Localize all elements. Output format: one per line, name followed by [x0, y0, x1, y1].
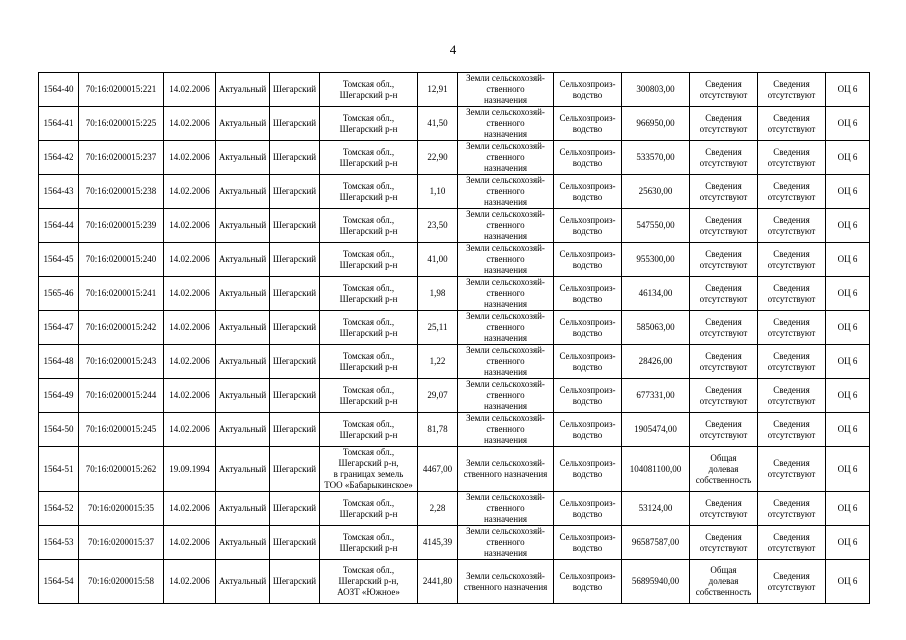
address-cell: Томская обл., Шегарский р-н: [320, 107, 418, 141]
cadastral-cost-cell: 53124,00: [622, 492, 690, 526]
address-cell: Томская обл., Шегарский р-н: [320, 492, 418, 526]
cadastral-cost-cell: 533570,00: [622, 141, 690, 175]
encumbrance-cell: Сведения отсутствуют: [758, 526, 826, 560]
permitted-use-cell: Сельхозпроиз- водство: [554, 413, 622, 447]
land-category-cell: Земли сельскохозяй- ственного назначения: [458, 141, 554, 175]
record-number-cell: 1564-45: [39, 243, 79, 277]
address-cell: Томская обл., Шегарский р-н: [320, 379, 418, 413]
valuation-code-cell: ОЦ 6: [826, 243, 870, 277]
permitted-use-cell: Сельхозпроиз- водство: [554, 141, 622, 175]
registration-date-cell: 14.02.2006: [164, 413, 216, 447]
registration-date-cell: 14.02.2006: [164, 107, 216, 141]
registration-date-cell: 14.02.2006: [164, 73, 216, 107]
permitted-use-cell: Сельхозпроиз- водство: [554, 492, 622, 526]
status-cell: Актуальный: [216, 107, 270, 141]
cadastral-number-cell: 70:16:0200015:35: [79, 492, 164, 526]
table-row: [39, 447, 870, 492]
record-number-cell: 1564-44: [39, 209, 79, 243]
land-category-cell: Земли сельскохозяй- ственного назначения: [458, 492, 554, 526]
land-category-cell: Земли сельскохозяй- ственного назначения: [458, 379, 554, 413]
area-cell: 2,28: [418, 492, 458, 526]
permitted-use-cell: Сельхозпроиз- водство: [554, 526, 622, 560]
permitted-use-cell: Сельхозпроиз- водство: [554, 311, 622, 345]
rights-cell: Сведения отсутствуют: [690, 73, 758, 107]
area-cell: 12,91: [418, 73, 458, 107]
rights-cell: Сведения отсутствуют: [690, 311, 758, 345]
district-cell: Шегарский: [270, 345, 320, 379]
record-number-cell: 1564-42: [39, 141, 79, 175]
record-number-cell: 1564-48: [39, 345, 79, 379]
rights-cell: Сведения отсутствуют: [690, 175, 758, 209]
table-row: [39, 141, 870, 175]
status-cell: Актуальный: [216, 560, 270, 604]
district-cell: Шегарский: [270, 413, 320, 447]
table-row: [39, 209, 870, 243]
valuation-code-cell: ОЦ 6: [826, 277, 870, 311]
area-cell: 25,11: [418, 311, 458, 345]
valuation-code-cell: ОЦ 6: [826, 560, 870, 604]
address-cell: Томская обл., Шегарский р-н: [320, 209, 418, 243]
encumbrance-cell: Сведения отсутствуют: [758, 175, 826, 209]
valuation-code-cell: ОЦ 6: [826, 379, 870, 413]
area-cell: 4145,39: [418, 526, 458, 560]
rights-cell: Сведения отсутствуют: [690, 243, 758, 277]
district-cell: Шегарский: [270, 277, 320, 311]
cadastral-number-cell: 70:16:0200015:238: [79, 175, 164, 209]
land-category-cell: Земли сельскохозяй- ственного назначения: [458, 243, 554, 277]
district-cell: Шегарский: [270, 107, 320, 141]
encumbrance-cell: Сведения отсутствуют: [758, 345, 826, 379]
rights-cell: Сведения отсутствуют: [690, 277, 758, 311]
table-row: [39, 413, 870, 447]
permitted-use-cell: Сельхозпроиз- водство: [554, 379, 622, 413]
table-row: [39, 526, 870, 560]
land-category-cell: Земли сельскохозяй- ственного назначения: [458, 560, 554, 604]
status-cell: Актуальный: [216, 277, 270, 311]
cadastral-cost-cell: 300803,00: [622, 73, 690, 107]
cadastral-cost-cell: 96587587,00: [622, 526, 690, 560]
address-cell: Томская обл., Шегарский р-н: [320, 413, 418, 447]
cadastral-number-cell: 70:16:0200015:239: [79, 209, 164, 243]
cadastral-number-cell: 70:16:0200015:262: [79, 447, 164, 492]
registration-date-cell: 14.02.2006: [164, 141, 216, 175]
address-cell: Томская обл., Шегарский р-н: [320, 175, 418, 209]
cadastral-number-cell: 70:16:0200015:37: [79, 526, 164, 560]
valuation-code-cell: ОЦ 6: [826, 311, 870, 345]
area-cell: 1,22: [418, 345, 458, 379]
registration-date-cell: 14.02.2006: [164, 526, 216, 560]
area-cell: 23,50: [418, 209, 458, 243]
status-cell: Актуальный: [216, 175, 270, 209]
encumbrance-cell: Сведения отсутствуют: [758, 413, 826, 447]
address-cell: Томская обл., Шегарский р-н, в границах земель ТОО «Бабарыкинское»: [320, 447, 418, 492]
cadastral-cost-cell: 585063,00: [622, 311, 690, 345]
encumbrance-cell: Сведения отсутствуют: [758, 379, 826, 413]
rights-cell: Сведения отсутствуют: [690, 492, 758, 526]
valuation-code-cell: ОЦ 6: [826, 141, 870, 175]
valuation-code-cell: ОЦ 6: [826, 345, 870, 379]
status-cell: Актуальный: [216, 345, 270, 379]
valuation-code-cell: ОЦ 6: [826, 175, 870, 209]
encumbrance-cell: Сведения отсутствуют: [758, 141, 826, 175]
area-cell: 2441,80: [418, 560, 458, 604]
registration-date-cell: 14.02.2006: [164, 277, 216, 311]
valuation-code-cell: ОЦ 6: [826, 73, 870, 107]
address-cell: Томская обл., Шегарский р-н: [320, 311, 418, 345]
status-cell: Актуальный: [216, 141, 270, 175]
cadastral-number-cell: 70:16:0200015:242: [79, 311, 164, 345]
record-number-cell: 1565-46: [39, 277, 79, 311]
rights-cell: Сведения отсутствуют: [690, 413, 758, 447]
valuation-code-cell: ОЦ 6: [826, 447, 870, 492]
status-cell: Актуальный: [216, 209, 270, 243]
record-number-cell: 1564-53: [39, 526, 79, 560]
permitted-use-cell: Сельхозпроиз- водство: [554, 560, 622, 604]
status-cell: Актуальный: [216, 73, 270, 107]
status-cell: Актуальный: [216, 447, 270, 492]
record-number-cell: 1564-54: [39, 560, 79, 604]
district-cell: Шегарский: [270, 447, 320, 492]
record-number-cell: 1564-47: [39, 311, 79, 345]
encumbrance-cell: Сведения отсутствуют: [758, 209, 826, 243]
rights-cell: Сведения отсутствуют: [690, 209, 758, 243]
registration-date-cell: 14.02.2006: [164, 379, 216, 413]
permitted-use-cell: Сельхозпроиз- водство: [554, 73, 622, 107]
registration-date-cell: 14.02.2006: [164, 243, 216, 277]
table-row: [39, 379, 870, 413]
rights-cell: Сведения отсутствуют: [690, 526, 758, 560]
record-number-cell: 1564-41: [39, 107, 79, 141]
cadastral-cost-cell: 547550,00: [622, 209, 690, 243]
cadastral-cost-cell: 955300,00: [622, 243, 690, 277]
district-cell: Шегарский: [270, 243, 320, 277]
registry-table-body: [39, 73, 870, 604]
cadastral-number-cell: 70:16:0200015:58: [79, 560, 164, 604]
cadastral-cost-cell: 1905474,00: [622, 413, 690, 447]
address-cell: Томская обл., Шегарский р-н: [320, 73, 418, 107]
table-row: [39, 492, 870, 526]
valuation-code-cell: ОЦ 6: [826, 209, 870, 243]
record-number-cell: 1564-51: [39, 447, 79, 492]
encumbrance-cell: Сведения отсутствуют: [758, 560, 826, 604]
registration-date-cell: 14.02.2006: [164, 560, 216, 604]
permitted-use-cell: Сельхозпроиз- водство: [554, 277, 622, 311]
registration-date-cell: 14.02.2006: [164, 175, 216, 209]
cadastral-number-cell: 70:16:0200015:245: [79, 413, 164, 447]
encumbrance-cell: Сведения отсутствуют: [758, 107, 826, 141]
permitted-use-cell: Сельхозпроиз- водство: [554, 209, 622, 243]
status-cell: Актуальный: [216, 413, 270, 447]
land-category-cell: Земли сельскохозяй- ственного назначения: [458, 277, 554, 311]
area-cell: 1,98: [418, 277, 458, 311]
address-cell: Томская обл., Шегарский р-н: [320, 526, 418, 560]
land-category-cell: Земли сельскохозяй- ственного назначения: [458, 311, 554, 345]
record-number-cell: 1564-43: [39, 175, 79, 209]
address-cell: Томская обл., Шегарский р-н: [320, 345, 418, 379]
cadastral-cost-cell: 104081100,00: [622, 447, 690, 492]
district-cell: Шегарский: [270, 209, 320, 243]
land-category-cell: Земли сельскохозяй- ственного назначения: [458, 73, 554, 107]
status-cell: Актуальный: [216, 526, 270, 560]
registration-date-cell: 14.02.2006: [164, 209, 216, 243]
record-number-cell: 1564-49: [39, 379, 79, 413]
cadastral-cost-cell: 677331,00: [622, 379, 690, 413]
cadastral-cost-cell: 966950,00: [622, 107, 690, 141]
valuation-code-cell: ОЦ 6: [826, 413, 870, 447]
table-row: [39, 560, 870, 604]
land-registry-table: [38, 72, 870, 604]
table-row: [39, 175, 870, 209]
rights-cell: Общая долевая собственность: [690, 560, 758, 604]
status-cell: Актуальный: [216, 492, 270, 526]
address-cell: Томская обл., Шегарский р-н: [320, 243, 418, 277]
area-cell: 29,07: [418, 379, 458, 413]
area-cell: 1,10: [418, 175, 458, 209]
district-cell: Шегарский: [270, 73, 320, 107]
encumbrance-cell: Сведения отсутствуют: [758, 277, 826, 311]
cadastral-cost-cell: 56895940,00: [622, 560, 690, 604]
district-cell: Шегарский: [270, 379, 320, 413]
cadastral-number-cell: 70:16:0200015:240: [79, 243, 164, 277]
district-cell: Шегарский: [270, 526, 320, 560]
table-row: [39, 311, 870, 345]
table-row: [39, 243, 870, 277]
district-cell: Шегарский: [270, 492, 320, 526]
valuation-code-cell: ОЦ 6: [826, 526, 870, 560]
land-category-cell: Земли сельскохозяй- ственного назначения: [458, 413, 554, 447]
rights-cell: Сведения отсутствуют: [690, 345, 758, 379]
status-cell: Актуальный: [216, 379, 270, 413]
page-number: 4: [449, 42, 457, 57]
permitted-use-cell: Сельхозпроиз- водство: [554, 345, 622, 379]
area-cell: 4467,00: [418, 447, 458, 492]
status-cell: Актуальный: [216, 311, 270, 345]
address-cell: Томская обл., Шегарский р-н: [320, 277, 418, 311]
rights-cell: Сведения отсутствуют: [690, 379, 758, 413]
table-row: [39, 107, 870, 141]
cadastral-number-cell: 70:16:0200015:225: [79, 107, 164, 141]
area-cell: 81,78: [418, 413, 458, 447]
area-cell: 22,90: [418, 141, 458, 175]
cadastral-number-cell: 70:16:0200015:243: [79, 345, 164, 379]
cadastral-number-cell: 70:16:0200015:221: [79, 73, 164, 107]
district-cell: Шегарский: [270, 560, 320, 604]
land-category-cell: Земли сельскохозяй- ственного назначения: [458, 526, 554, 560]
land-category-cell: Земли сельскохозяй- ственного назначения: [458, 345, 554, 379]
table-row: [39, 345, 870, 379]
land-category-cell: Земли сельскохозяй- ственного назначения: [458, 175, 554, 209]
rights-cell: Сведения отсутствуют: [690, 141, 758, 175]
permitted-use-cell: Сельхозпроиз- водство: [554, 175, 622, 209]
record-number-cell: 1564-52: [39, 492, 79, 526]
encumbrance-cell: Сведения отсутствуют: [758, 447, 826, 492]
table-row: [39, 277, 870, 311]
rights-cell: Общая долевая собственность: [690, 447, 758, 492]
permitted-use-cell: Сельхозпроиз- водство: [554, 243, 622, 277]
registration-date-cell: 14.02.2006: [164, 311, 216, 345]
encumbrance-cell: Сведения отсутствуют: [758, 311, 826, 345]
area-cell: 41,50: [418, 107, 458, 141]
encumbrance-cell: Сведения отсутствуют: [758, 243, 826, 277]
record-number-cell: 1564-40: [39, 73, 79, 107]
registration-date-cell: 14.02.2006: [164, 492, 216, 526]
cadastral-cost-cell: 28426,00: [622, 345, 690, 379]
rights-cell: Сведения отсутствуют: [690, 107, 758, 141]
record-number-cell: 1564-50: [39, 413, 79, 447]
permitted-use-cell: Сельхозпроиз- водство: [554, 107, 622, 141]
permitted-use-cell: Сельхозпроиз- водство: [554, 447, 622, 492]
area-cell: 41,00: [418, 243, 458, 277]
cadastral-number-cell: 70:16:0200015:237: [79, 141, 164, 175]
cadastral-number-cell: 70:16:0200015:241: [79, 277, 164, 311]
table-row: [39, 73, 870, 107]
cadastral-cost-cell: 25630,00: [622, 175, 690, 209]
address-cell: Томская обл., Шегарский р-н: [320, 141, 418, 175]
encumbrance-cell: Сведения отсутствуют: [758, 492, 826, 526]
cadastral-cost-cell: 46134,00: [622, 277, 690, 311]
district-cell: Шегарский: [270, 175, 320, 209]
valuation-code-cell: ОЦ 6: [826, 492, 870, 526]
registration-date-cell: 19.09.1994: [164, 447, 216, 492]
land-category-cell: Земли сельскохозяй- ственного назначения: [458, 209, 554, 243]
valuation-code-cell: ОЦ 6: [826, 107, 870, 141]
cadastral-number-cell: 70:16:0200015:244: [79, 379, 164, 413]
district-cell: Шегарский: [270, 141, 320, 175]
land-category-cell: Земли сельскохозяй- ственного назначения: [458, 107, 554, 141]
district-cell: Шегарский: [270, 311, 320, 345]
status-cell: Актуальный: [216, 243, 270, 277]
registration-date-cell: 14.02.2006: [164, 345, 216, 379]
land-category-cell: Земли сельскохозяй- ственного назначения: [458, 447, 554, 492]
address-cell: Томская обл., Шегарский р-н, АОЗТ «Южное»: [320, 560, 418, 604]
encumbrance-cell: Сведения отсутствуют: [758, 73, 826, 107]
